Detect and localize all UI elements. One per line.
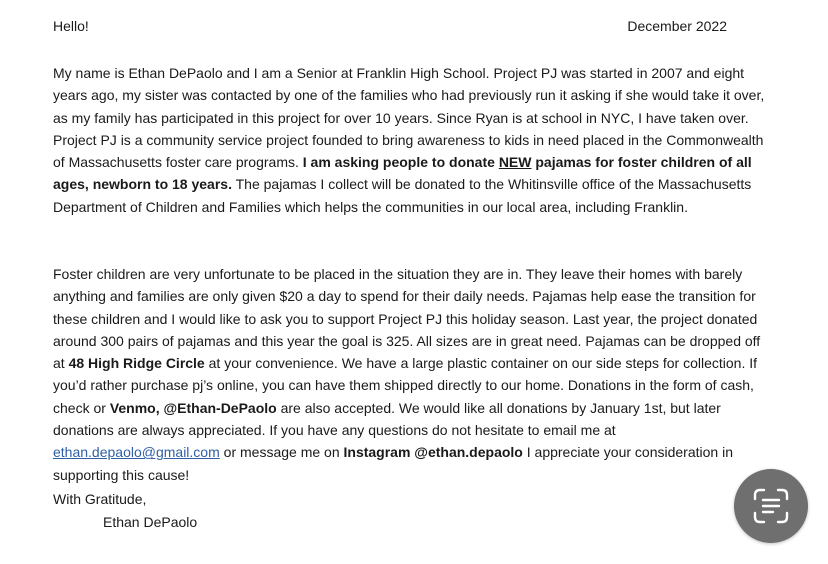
details-text-3: are also accepted. We would like all donations by January 1st, but later donations are always appreciated. If you have any questions do not hesitate to email me at: [53, 399, 721, 439]
live-text-scan-icon: [751, 486, 791, 526]
details-text-2: at your convenience. We have a large plastic container on our side steps for collection. If you’d rather purchase pj’s online, you can have them shipped directly to our home. Donations in the form of cash, check or: [53, 355, 758, 416]
details-text: Foster children are very unfortunate to be placed in the situation they are in. They leave their homes with barely anything and families are only given $20 a day to spend for their daily needs. Pajamas help ease the transition for these children and I would like to ask you to support Project PJ this holiday season. Last year, the project donated around 300 pairs of pajamas and this year the goal is 325. All sizes are in great need. Pajamas can be dropped off at: [53, 266, 761, 372]
paragraph-intro: [53, 62, 769, 218]
email-link[interactable]: ethan.depaolo@gmail.com: [53, 444, 220, 461]
closing: With Gratitude,: [53, 491, 147, 507]
details-text-5: I appreciate your consideration in supporting this cause!: [53, 444, 733, 483]
donation-request-start: I am asking people to donate: [302, 154, 499, 171]
letter-header: [53, 16, 727, 36]
greeting: Hello!: [53, 18, 89, 34]
signature: Ethan DePaolo: [103, 514, 198, 530]
paragraph-details: [53, 263, 769, 486]
intro-text-end: The pajamas I collect will be donated to the Whitinsville office of the Massachusetts Department of Children and Families which helps the communities in our local area, including Franklin.: [53, 176, 752, 215]
dropoff-address: 48 High Ridge Circle: [68, 355, 205, 372]
details-text-4: or message me on: [219, 444, 344, 461]
venmo-handle: Venmo, @Ethan-DePaolo: [109, 399, 277, 416]
letter-date: December 2022: [627, 18, 727, 34]
instagram-handle: Instagram @ethan.depaolo: [343, 444, 523, 461]
new-emphasis: NEW: [498, 154, 532, 171]
live-text-button[interactable]: [734, 469, 808, 543]
intro-text: My name is Ethan DePaolo and I am a Senior at Franklin High School. Project PJ was started in 2007 and eight years ago, my sister was contacted by one of the families who had previously run it asking if she would take it over, as my family has participated in this project for over 10 years. Since Ryan is at school in NYC, I have taken over. Project PJ is a community service project founded to bring awareness to kids in need placed in the Commonwealth of Massachusetts foster care programs.: [53, 65, 765, 171]
donation-request-end: pajamas for foster children of all ages, newborn to 18 years.: [53, 154, 752, 193]
